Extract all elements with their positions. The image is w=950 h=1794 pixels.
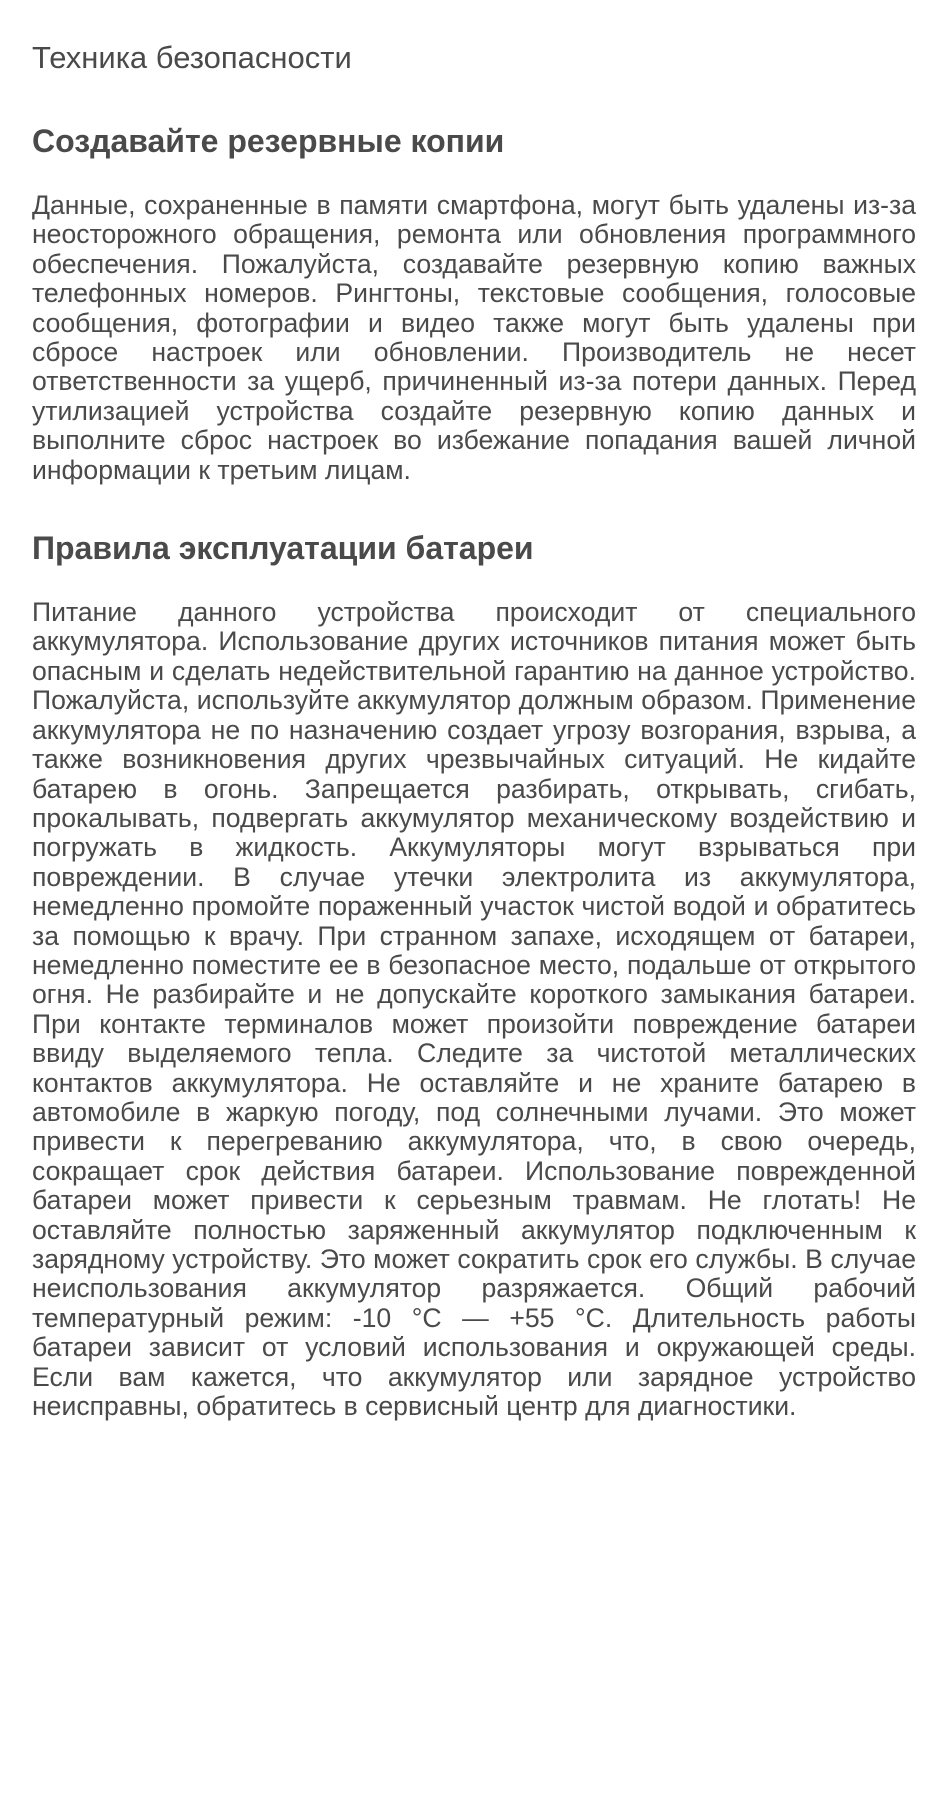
section-battery [32,528,916,1421]
section-heading-battery: Правила эксплуатации батареи [32,530,534,567]
document-page [32,38,916,1421]
section-body-battery: Питание данного устройства происходит от специального аккумулятора. Использование других источников питания может быть опасным и сделать недействительной гарантию на данное устройство. Пожалуйста, используйте аккумулятор должным образом. Применение аккумулятора не по назначению создает угрозу возгорания, взрыва, а также возникновения других чрезвычайных ситуаций. Не кидайте батарею в огонь. Запрещается разбирать, открывать, сгибать, прокалывать, подвергать аккумулятор механическому воздействию и погружать в жидкость. Аккумуляторы могут взрываться при повреждении. В случае утечки электролита из аккумулятора, немедленно промойте пораженный участок чистой водой и обратитесь за помощью к врачу. При странном запахе, исходящем от батареи, немедленно поместите ее в безопасное место, подальше от открытого огня. Не разбирайте и не допускайте короткого замыкания батареи. При контакте терминалов может произойти повреждение батареи ввиду выделяемого тепла. Следите за чистотой металлических контактов аккумулятора. Не оставляйте и не храните батарею в автомобиле в жаркую погоду, под солнечными лучами. Это может привести к перегреванию аккумулятора, что, в свою очередь, сокращает срок действия батареи. Использование поврежденной батареи может привести к серьезным травмам. Не глотать! Не оставляйте полностью заряженный аккумулятор подключенным к зарядному устройству. Это может сократить срок его службы. В случае неиспользования аккумулятор разряжается. Общий рабочий температурный режим: -10 °C — +55 °C. Длительность работы батареи зависит от условий использования и окружающей среды. Если вам кажется, что аккумулятор или зарядное устройство неисправны, обратитесь в сервисный центр для диагностики. [32,597,916,1422]
section-body-backup: Данные, сохраненные в памяти смартфона, могут быть удалены из-за неосторожного обращения, ремонта или обновления программного обеспечения. Пожалуйста, создавайте резервную копию важных телефонных номеров. Рингтоны, текстовые сообщения, голосовые сообщения, фотографии и видео также могут быть удалены при сбросе настроек или обновлении. Производитель не несет ответственности за ущерб, причиненный из-за потери данных. Перед утилизацией устройства создайте резервную копию данных и выполните сброс настроек во избежание попадания вашей личной информации к третьим лицам. [32,190,916,485]
page-title: Техника безопасности [32,40,352,75]
section-backup [32,121,916,485]
section-heading-backup: Создавайте резервные копии [32,123,505,159]
